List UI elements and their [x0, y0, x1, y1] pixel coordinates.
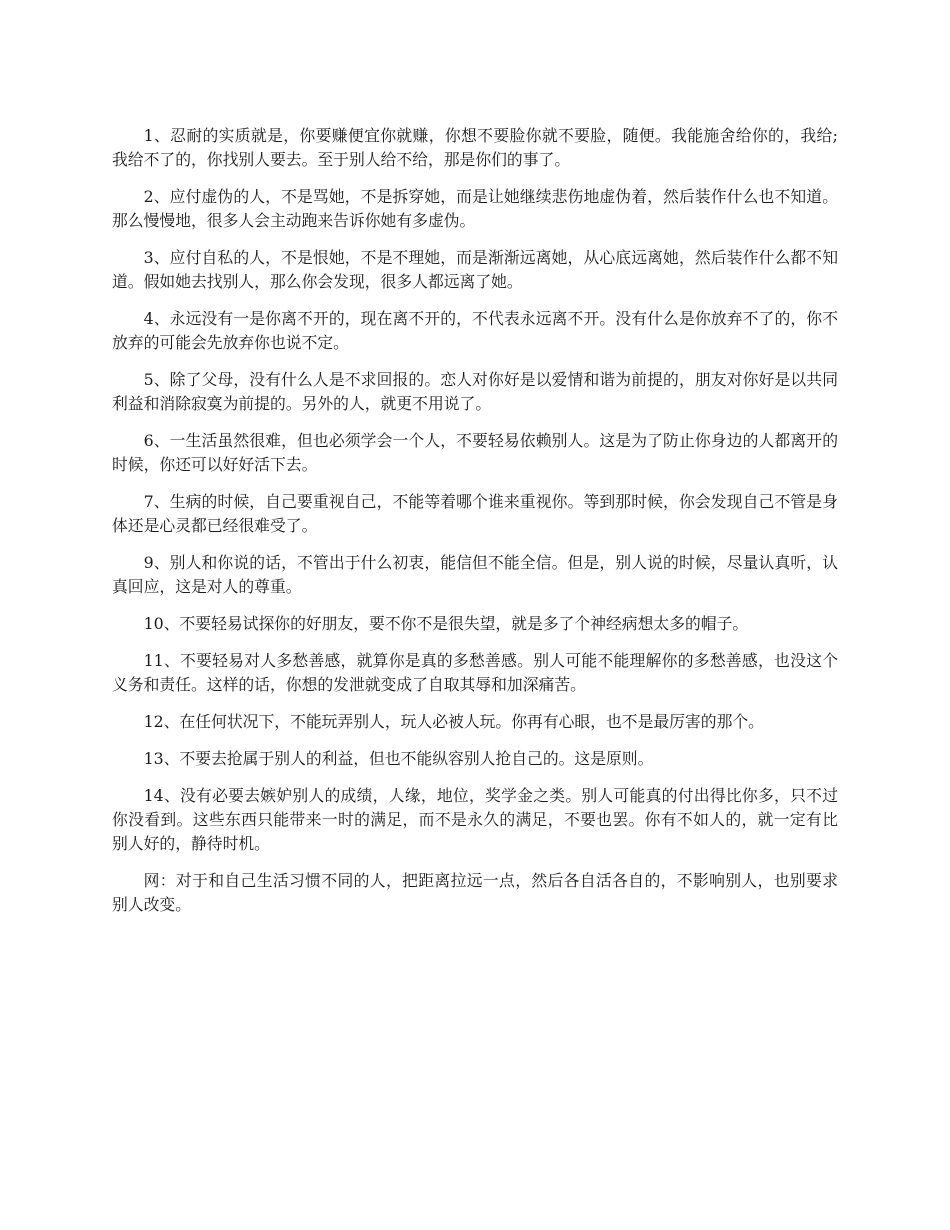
- paragraph-11: 11、不要轻易对人多愁善感，就算你是真的多愁善感。别人可能不能理解你的多愁善感，也没这个义务和责任。这样的话，你想的发泄就变成了自取其辱和加深痛苦。: [112, 651, 838, 694]
- paragraph-5: 5、除了父母，没有什么人是不求回报的。恋人对你好是以爱情和谐为前提的，朋友对你好是以共同利益和消除寂寞为前提的。另外的人，就更不用说了。: [112, 370, 838, 413]
- paragraph-14: 14、没有必要去嫉妒别人的成绩，人缘，地位，奖学金之类。别人可能真的付出得比你多，只不过你没看到。这些东西只能带来一时的满足，而不是永久的满足，不要也罢。你有不如人的，就一定有比别人好的，静待时机。: [112, 786, 838, 853]
- paragraph-10: 10、不要轻易试探你的好朋友，要不你不是很失望，就是多了个神经病想太多的帽子。: [143, 614, 749, 633]
- paragraph-note: 网：对于和自己生活习惯不同的人，把距离拉远一点，然后各自活各自的，不影响别人，也别要求别人改变。: [112, 871, 838, 914]
- paragraph-4: 4、永远没有一是你离不开的，现在离不开的，不代表永远离不开。没有什么是你放弃不了的，你不放弃的可能会先放弃你也说不定。: [112, 309, 838, 352]
- paragraph-12: 12、在任何状况下，不能玩弄别人，玩人必被人玩。你再有心眼，也不是最厉害的那个。: [143, 712, 764, 731]
- paragraph-1: 1、忍耐的实质就是，你要赚便宜你就赚，你想不要脸你就不要脸，随便。我能施舍给你的，我给;我给不了的，你找别人要去。至于别人给不给，那是你们的事了。: [112, 126, 838, 169]
- paragraph-9: 9、别人和你说的话，不管出于什么初衷，能信但不能全信。但是，别人说的时候，尽量认真听，认真回应，这是对人的尊重。: [112, 553, 838, 596]
- paragraph-2: 2、应付虚伪的人，不是骂她，不是拆穿她，而是让她继续悲伤地虚伪着，然后装作什么也不知道。那么慢慢地，很多人会主动跑来告诉你她有多虚伪。: [112, 187, 838, 230]
- paragraph-6: 6、一生活虽然很难，但也必须学会一个人，不要轻易依赖别人。这是为了防止你身边的人都离开的时候，你还可以好好活下去。: [112, 431, 838, 474]
- paragraph-3: 3、应付自私的人，不是恨她，不是不理她，而是渐渐远离她，从心底远离她，然后装作什么都不知道。假如她去找别人，那么你会发现，很多人都远离了她。: [112, 248, 838, 291]
- paragraph-13: 13、不要去抢属于别人的利益，但也不能纵容别人抢自己的。这是原则。: [143, 749, 654, 768]
- paragraph-7: 7、生病的时候，自己要重视自己，不能等着哪个谁来重视你。等到那时候，你会发现自己不管是身体还是心灵都已经很难受了。: [112, 492, 838, 535]
- document-body: [112, 124, 838, 930]
